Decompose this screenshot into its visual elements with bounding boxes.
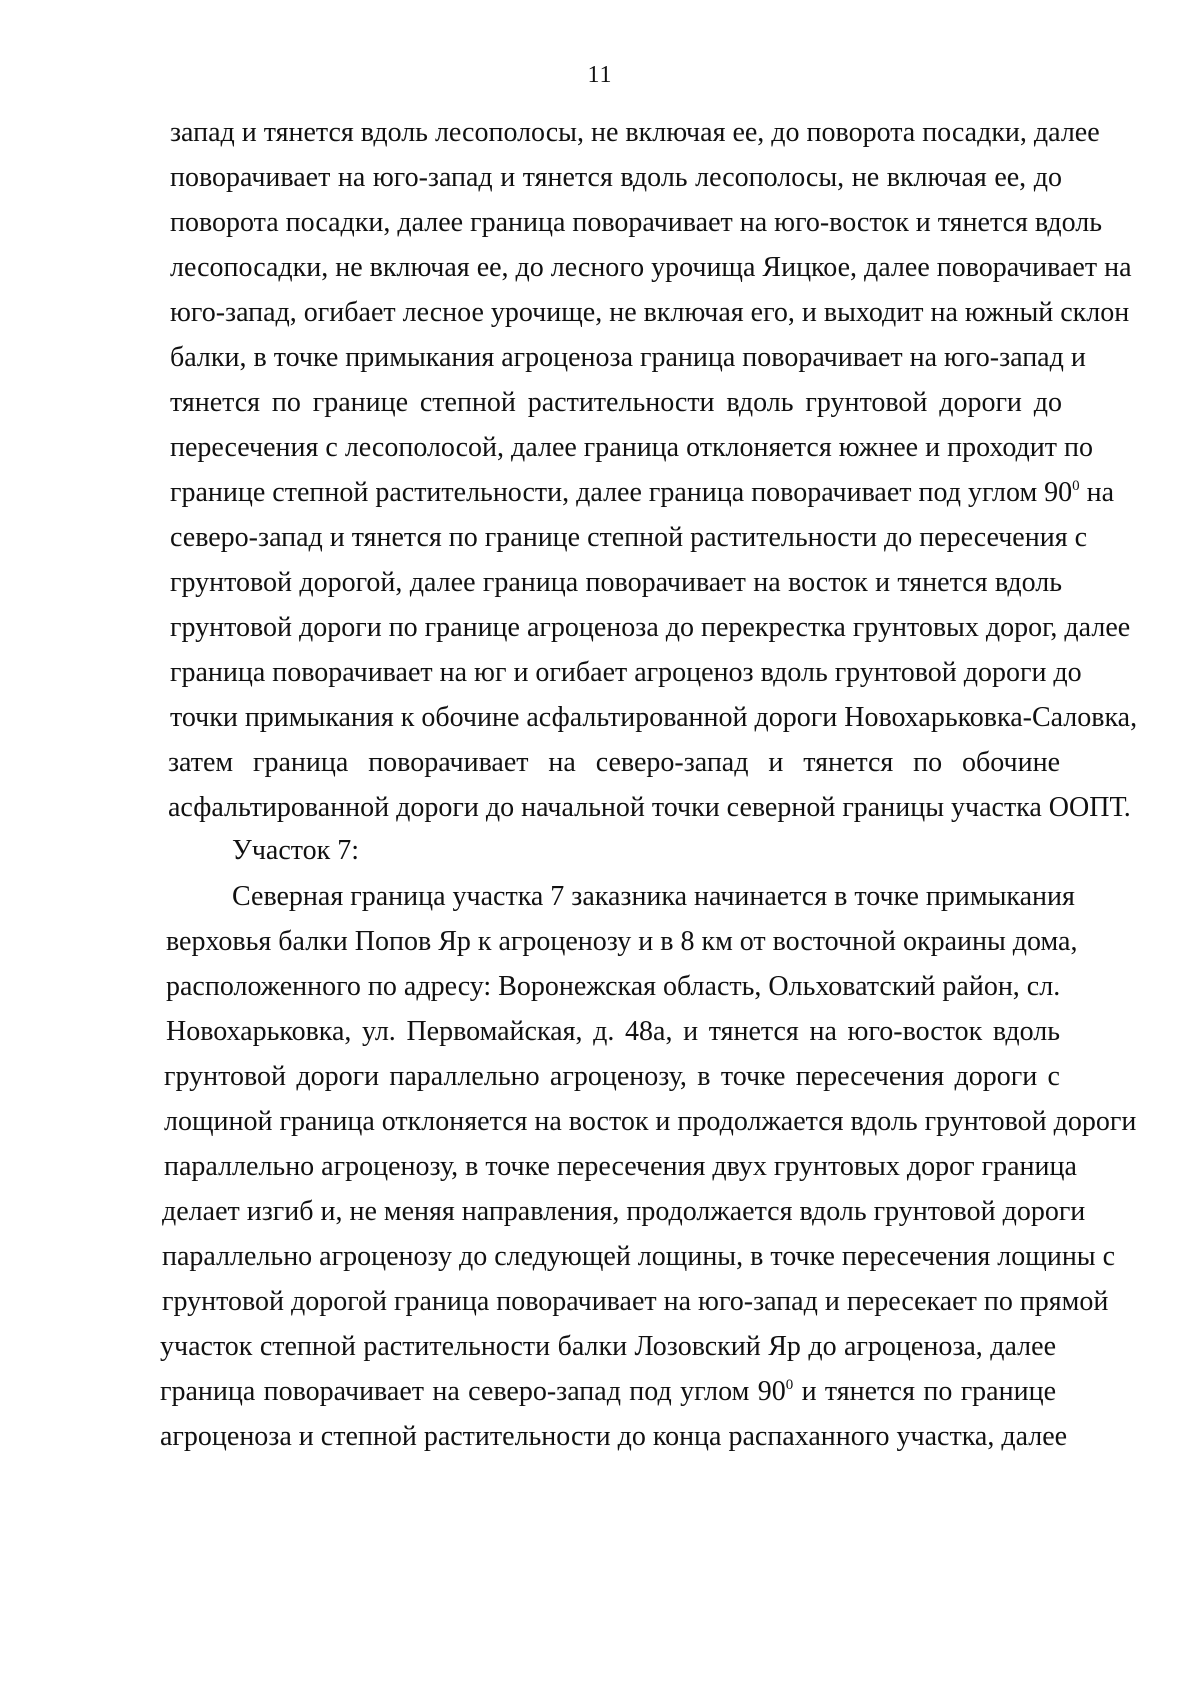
degree-sign: 0 — [1072, 478, 1080, 494]
text-line: граница поворачивает на юг и огибает агроценоз вдоль грунтовой дороги до — [170, 657, 1082, 688]
text-line: верховья балки Попов Яр к агроценозу и в 8 км от восточной окраины дома, — [166, 926, 1078, 957]
text-line: лощиной граница отклоняется на восток и продолжается вдоль грунтовой дороги — [164, 1106, 1137, 1137]
text-line: грунтовой дорогой, далее граница поворачивает на восток и тянется вдоль — [170, 567, 1062, 598]
text-line: грунтовой дороги по границе агроценоза до перекрестка грунтовых дорог, далее — [170, 612, 1131, 643]
text-line-with-degree — [160, 1375, 1056, 1409]
text-line: поворота посадки, далее граница поворачивает на юго-восток и тянется вдоль — [170, 207, 1102, 238]
text-line-with-degree — [170, 476, 1115, 510]
text-line: лесопосадки, не включая ее, до лесного урочища Яицкое, далее поворачивает на — [170, 252, 1132, 283]
degree-sign: 0 — [785, 1377, 794, 1393]
text-line: агроценоза и степной растительности до конца распаханного участка, далее — [160, 1421, 1068, 1452]
text-line: Новохарьковка, ул. Первомайская, д. 48а, и тянется на юго-восток вдоль — [166, 1016, 1060, 1047]
text-line: расположенного по адресу: Воронежская область, Ольховатский район, сл. — [166, 971, 1061, 1002]
text-line: запад и тянется вдоль лесополосы, не включая ее, до поворота посадки, далее — [170, 117, 1100, 148]
text-line: балки, в точке примыкания агроценоза граница поворачивает на юго-запад и — [170, 342, 1086, 373]
text-line: точки примыкания к обочине асфальтированной дороги Новохарьковка-Саловка, — [170, 702, 1138, 733]
text-line: делает изгиб и, не меняя направления, продолжается вдоль грунтовой дороги — [162, 1196, 1086, 1227]
text-line: участок степной растительности балки Лозовский Яр до агроценоза, далее — [160, 1331, 1056, 1362]
section-heading: Участок 7: — [232, 835, 360, 866]
text-line: затем граница поворачивает на северо-запад и тянется по обочине — [168, 747, 1060, 778]
page-number: 11 — [587, 62, 613, 88]
text-line: поворачивает на юго-запад и тянется вдоль лесополосы, не включая ее, до — [170, 162, 1062, 193]
text-line: тянется по границе степной растительности вдоль грунтовой дороги до — [170, 387, 1062, 418]
text-line: Северная граница участка 7 заказника начинается в точке примыкания — [232, 881, 1075, 912]
text-line: пересечения с лесополосой, далее граница отклоняется южнее и проходит по — [170, 432, 1093, 463]
text-line: юго-запад, огибает лесное урочище, не включая его, и выходит на южный склон — [170, 297, 1130, 328]
text-fragment: и тянется по границе — [793, 1376, 1056, 1407]
text-line: параллельно агроценозу до следующей лощины, в точке пересечения лощины с — [162, 1241, 1116, 1272]
text-fragment: границе степной растительности, далее граница поворачивает под углом 90 — [170, 477, 1073, 508]
text-line: грунтовой дороги параллельно агроценозу, в точке пересечения дороги с — [164, 1061, 1060, 1092]
text-line: грунтовой дорогой граница поворачивает на юго-запад и пересекает по прямой — [162, 1286, 1109, 1317]
text-fragment: на — [1079, 477, 1115, 508]
text-line: параллельно агроценозу, в точке пересечения двух грунтовых дорог граница — [164, 1151, 1077, 1182]
text-fragment: граница поворачивает на северо-запад под углом 90 — [160, 1376, 786, 1407]
text-line: северо-запад и тянется по границе степной растительности до пересечения с — [170, 522, 1088, 553]
text-line: асфальтированной дороги до начальной точки северной границы участка ООПТ. — [168, 792, 1131, 823]
